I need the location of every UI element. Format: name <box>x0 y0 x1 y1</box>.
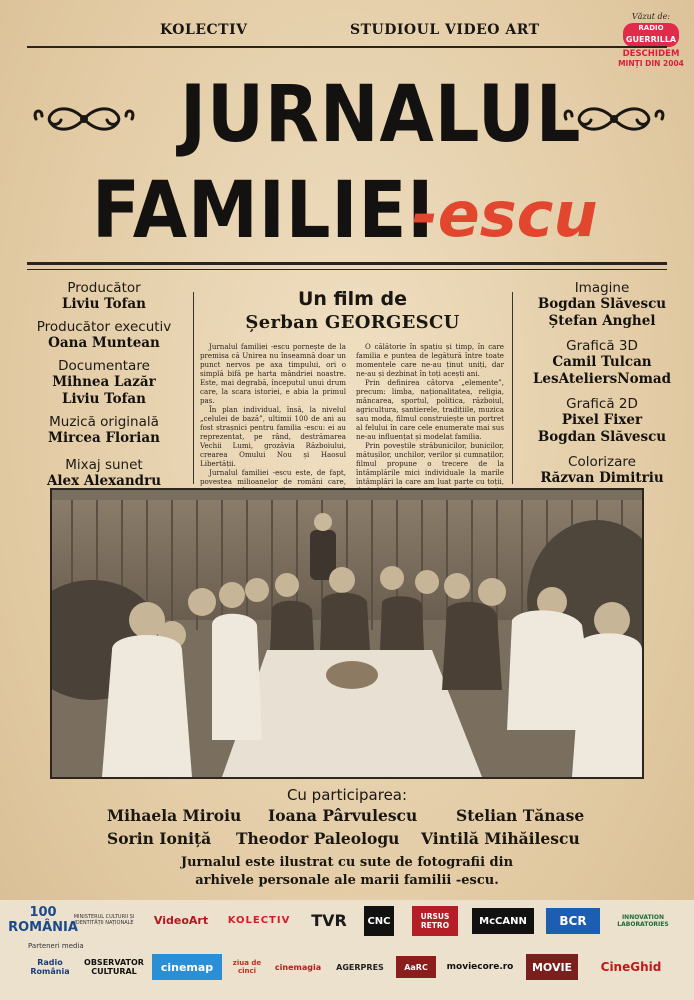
right-divider <box>512 292 513 484</box>
logo-kolectiv: KOLECTIV <box>227 914 291 926</box>
credits-right: Imagine Bogdan Slăvescu Ștefan Anghel Grafică 3D Camil Tulcan LesAteliersNomad Grafică 2D Pixel Fixer Bogdan Slăvescu Colorizare Răzvan Dimitriu <box>532 280 672 486</box>
radio-guerrilla-logo: RADIO GUERRILLA <box>623 23 679 47</box>
logo-bcr: BCR <box>546 908 600 934</box>
middle-rule-thick <box>27 262 667 265</box>
cast-member: Theodor Paleologu <box>236 829 400 848</box>
left-ornament-icon <box>28 100 140 138</box>
director-name: Șerban GEORGESCU <box>245 312 460 333</box>
media-partners-label: Parteneri media <box>28 942 84 950</box>
logo-aarc: AaRC <box>396 956 436 978</box>
logo-radio-romania: Radio România <box>30 958 70 976</box>
logo-ziua-de-cinci: ziua de cinci <box>232 959 262 975</box>
note-line-1: Jurnalul este ilustrat cu sute de fotografii din <box>180 855 514 870</box>
note-line-2: arhivele personale ale marii familii -escu. <box>195 873 499 888</box>
cast-member: Vintilă Mihăilescu <box>421 829 580 848</box>
family-photo-illustration <box>52 490 642 777</box>
logo-tvr: TVR <box>311 910 347 930</box>
logo-cinemap: cinemap <box>152 954 222 980</box>
logo-videoart: VideoArt <box>153 913 209 927</box>
film-by-label: Un film de <box>297 288 408 310</box>
logo-moviecore: moviecore.ro <box>446 962 514 972</box>
synopsis-column-2: O călătorie în spațiu și timp, în care familia e puntea de legătură între toate momentele care ne-au ținut uniți, dar ne-au și dezbinat în toți acești ani. Prin definirea câtorva „elemente”, precum: limba, naționalitatea, religia, mâncarea, sportul, politica, războiul, agricultura, șantierele, tradițiile, muzica sau moda, filmul construiește un portret al felului în care cele enumerate mai sus ne-au influențat și modelat familia. Prin poveștile străbunicilor, bunicilor, mătușilor, unchilor, verilor și cumnaților, filmul propune o trecere de la întâmplările mici individuale la marile întâmplări la care am luat parte cu toții, <box>356 342 504 486</box>
cast-heading: Cu participarea: <box>286 786 408 804</box>
title-line-1: JURNALUL <box>180 70 582 160</box>
family-photo <box>52 490 642 777</box>
cast-member: Sorin Ioniță <box>107 829 212 848</box>
seen-on-label: Văzut de: <box>631 12 671 21</box>
logo-cinemagia: cinemagia <box>274 962 322 972</box>
left-divider <box>193 292 194 484</box>
synopsis-column-1: Jurnalul familiei -escu pornește de la premisa că Unirea nu înseamnă doar un punct nervos pe axa timpului, ori o simplă bifă pe harta mândriei noastre. Este, mai degrabă, începutul unui drum care, la scara istoriei, e abia la primul pas. În plan individual, însă, la nivelul „celulei de bază”, ultimii 100 de ani au fost strașnici pentru familia -escu: ei au reprezentat, pe rând, destrămarea Vechii Lumi, grozăvia Războiului, crearea Omului Nou și Haosul Libertății. Jurnalul familiei -escu este, de fapt, povestea milioanelor de români care, <box>200 342 346 486</box>
logo-cineghid: CineGhid <box>600 960 662 974</box>
logo-movie: MOVIE <box>526 954 578 980</box>
logo-observator-cultural: OBSERVATOR CULTURAL <box>84 958 144 976</box>
middle-rule-thin <box>27 269 667 270</box>
title-suffix: -escu <box>412 178 598 251</box>
credits-left: Producător Liviu Tofan Producător executiv Oana Muntean Documentare Mihnea Lazăr Liviu Tofan Muzică originală Mircea Florian Mixaj sunet Alex Alexandru <box>36 280 172 489</box>
logo-innovation-labs: INNOVATION LABORATORIES <box>617 914 669 928</box>
logo-romania-100: 100 ROMÂNIA <box>8 905 78 935</box>
producer-label: KOLECTIV <box>160 22 248 38</box>
title-line-2: FAMILIEI <box>92 166 435 256</box>
radio-guerrilla-badge <box>616 12 686 68</box>
cast-member: Stelian Tănase <box>456 806 585 825</box>
cast-member: Ioana Pârvulescu <box>268 806 418 825</box>
logo-mccann: McCANN <box>472 908 534 934</box>
top-rule <box>27 46 667 48</box>
logo-agerpres: AGERPRES <box>336 962 384 972</box>
cast-member: Mihaela Miroiu <box>107 806 242 825</box>
partner-logos <box>0 900 694 1000</box>
studio-label: STUDIOUL VIDEO ART <box>350 22 540 38</box>
logo-cnc: CNC <box>364 906 394 936</box>
seen-on-tagline-2: MINȚI DIN 2004 <box>618 59 684 68</box>
logo-ursus-retro: URSUS RETRO <box>412 906 458 936</box>
logo-ministry: MINISTERUL CULTURII ȘI IDENTITĂȚII NAȚIONALE <box>73 914 135 926</box>
seen-on-tagline-1: DESCHIDEM <box>622 49 680 59</box>
